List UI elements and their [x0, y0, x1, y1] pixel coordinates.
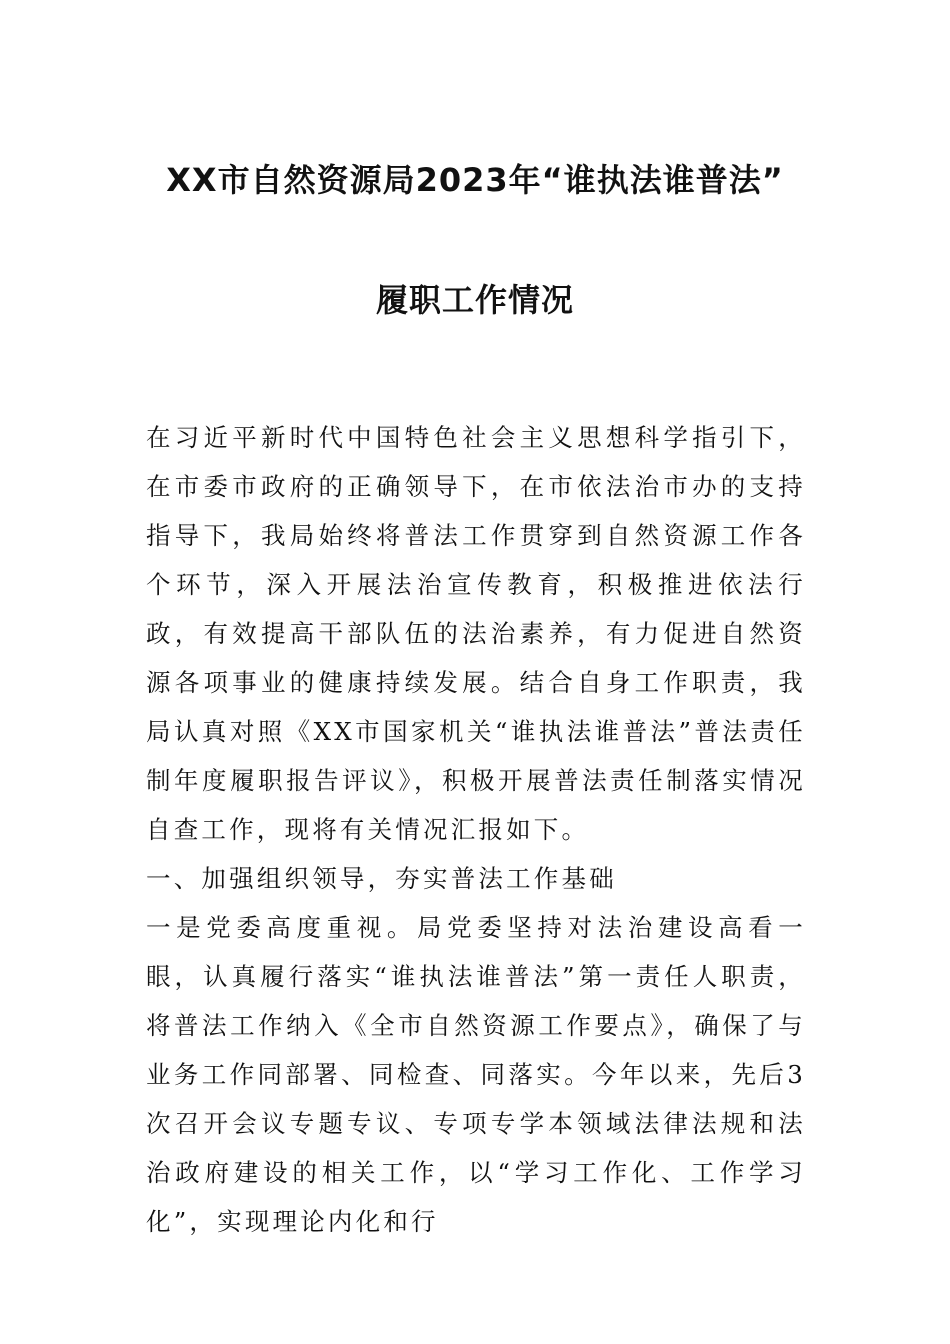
- document-title-line-2: 履职工作情况: [375, 281, 574, 319]
- body-paragraph: 一是党委高度重视。局党委坚持对法治建设高看一眼，认真履行落实“谁执法谁普法”第一责任人职责，将普法工作纳入《全市自然资源工作要点》，确保了与业务工作同部署、同检查、同落实。今年以来，先后3次召开会议专题专议、专项专学本领域法律法规和法治政府建设的相关工作，以“学习工作化、工作学习化”，实现理论内化和行: [146, 913, 806, 1236]
- document-title-line-1: XX市自然资源局2023年“谁执法谁普法”: [166, 161, 784, 199]
- document-body: [146, 413, 806, 1246]
- section-heading: 一、加强组织领导，夯实普法工作基础: [146, 864, 617, 893]
- intro-paragraph: 在习近平新时代中国特色社会主义思想科学指引下，在市委市政府的正确领导下，在市依法治市办的支持指导下，我局始终将普法工作贯穿到自然资源工作各个环节，深入开展法治宣传教育，积极推进依法行政，有效提高干部队伍的法治素养，有力促进自然资源各项事业的健康持续发展。结合自身工作职责，我局认真对照《XX市国家机关“谁执法谁普法”普法责任制年度履职报告评议》，积极开展普法责任制落实情况自查工作，现将有关情况汇报如下。: [146, 423, 806, 844]
